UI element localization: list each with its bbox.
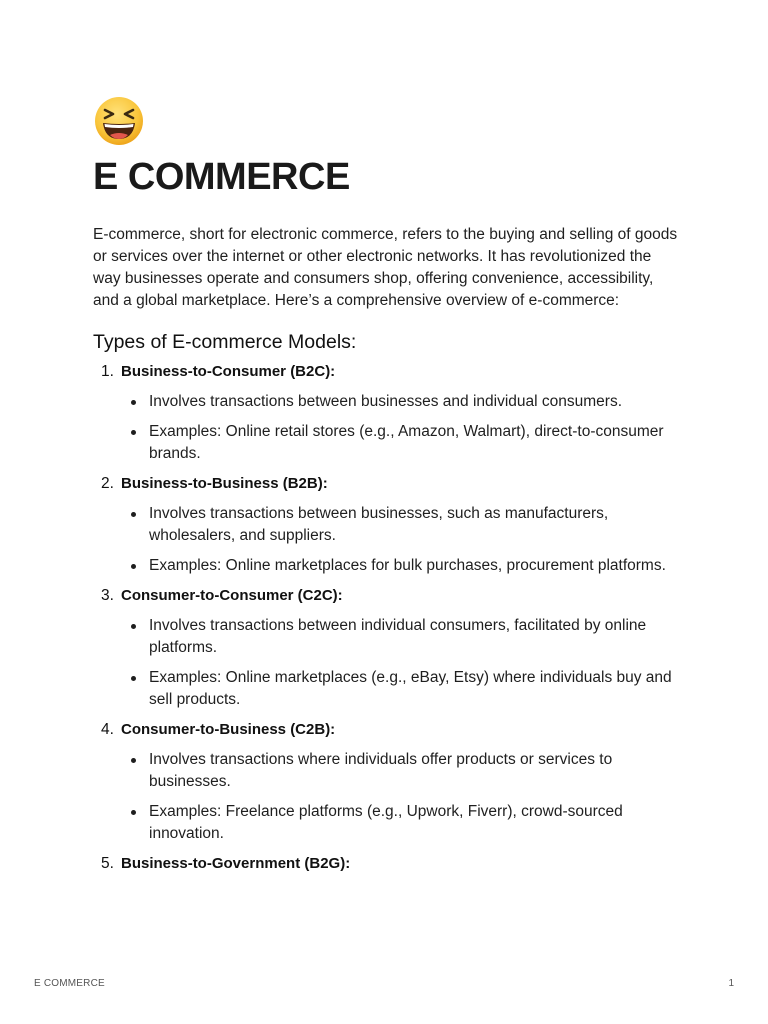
point-text: Examples: Online marketplaces for bulk purchases, procurement platforms. bbox=[149, 557, 666, 574]
footer-label: E COMMERCE bbox=[34, 978, 105, 989]
list-number: 5. bbox=[101, 855, 114, 872]
point-text: Involves transactions between businesses and individual consumers. bbox=[149, 393, 623, 410]
point-text: Examples: Freelance platforms (e.g., Upwork, Fiverr), crowd-sourced innovation. bbox=[149, 803, 623, 842]
bullet-icon bbox=[131, 676, 136, 681]
bullet-icon bbox=[131, 564, 136, 569]
points-list bbox=[121, 749, 683, 845]
point-text: Involves transactions between individual consumers, facilitated by online platforms. bbox=[149, 617, 647, 656]
list-item bbox=[121, 391, 683, 413]
bullet-icon bbox=[131, 430, 136, 435]
list-item bbox=[93, 585, 683, 711]
point-text: Involves transactions where individuals offer products or services to businesses. bbox=[149, 751, 613, 790]
model-title: Business-to-Business (B2B): bbox=[121, 475, 328, 492]
model-title: Consumer-to-Consumer (C2C): bbox=[121, 587, 343, 604]
list-item bbox=[93, 361, 683, 465]
model-title: Consumer-to-Business (C2B): bbox=[121, 721, 336, 738]
bullet-icon bbox=[131, 758, 136, 763]
list-item bbox=[121, 503, 683, 547]
document-page bbox=[93, 95, 683, 875]
bullet-icon bbox=[131, 400, 136, 405]
list-number: 2. bbox=[101, 475, 114, 492]
point-text: Involves transactions between businesses, such as manufacturers, wholesalers, and suppliers. bbox=[149, 505, 609, 544]
list-item bbox=[121, 615, 683, 659]
list-item bbox=[121, 555, 683, 577]
list-item bbox=[121, 749, 683, 793]
list-item bbox=[121, 421, 683, 465]
model-title: Business-to-Government (B2G): bbox=[121, 855, 351, 872]
page-title: E COMMERCE bbox=[93, 156, 350, 198]
list-number: 4. bbox=[101, 721, 114, 738]
list-item bbox=[93, 719, 683, 845]
points-list bbox=[121, 391, 683, 465]
section-heading: Types of E-commerce Models: bbox=[93, 331, 357, 353]
bullet-icon bbox=[131, 512, 136, 517]
bullet-icon bbox=[131, 624, 136, 629]
list-item bbox=[93, 473, 683, 577]
list-number: 3. bbox=[101, 587, 114, 604]
points-list bbox=[121, 615, 683, 711]
points-list bbox=[121, 503, 683, 577]
list-number: 1. bbox=[101, 363, 114, 380]
point-text: Examples: Online retail stores (e.g., Amazon, Walmart), direct-to-consumer brands. bbox=[149, 423, 664, 462]
point-text: Examples: Online marketplaces (e.g., eBay, Etsy) where individuals buy and sell products. bbox=[149, 669, 672, 708]
model-title: Business-to-Consumer (B2C): bbox=[121, 363, 336, 380]
intro-paragraph: E-commerce, short for electronic commerce, refers to the buying and selling of goods or services over the internet or other electronic networks. It has revolutionized the way businesses operate and consumers shop, offering convenience, accessibility, and a global marketplace. Here’s a comprehensive overview of e-commerce: bbox=[93, 226, 678, 309]
grinning-squinting-face-icon bbox=[91, 95, 147, 147]
models-list bbox=[93, 361, 683, 875]
list-item bbox=[121, 667, 683, 711]
list-item bbox=[93, 853, 683, 875]
page-number: 1 bbox=[728, 978, 734, 989]
bullet-icon bbox=[131, 810, 136, 815]
list-item bbox=[121, 801, 683, 845]
